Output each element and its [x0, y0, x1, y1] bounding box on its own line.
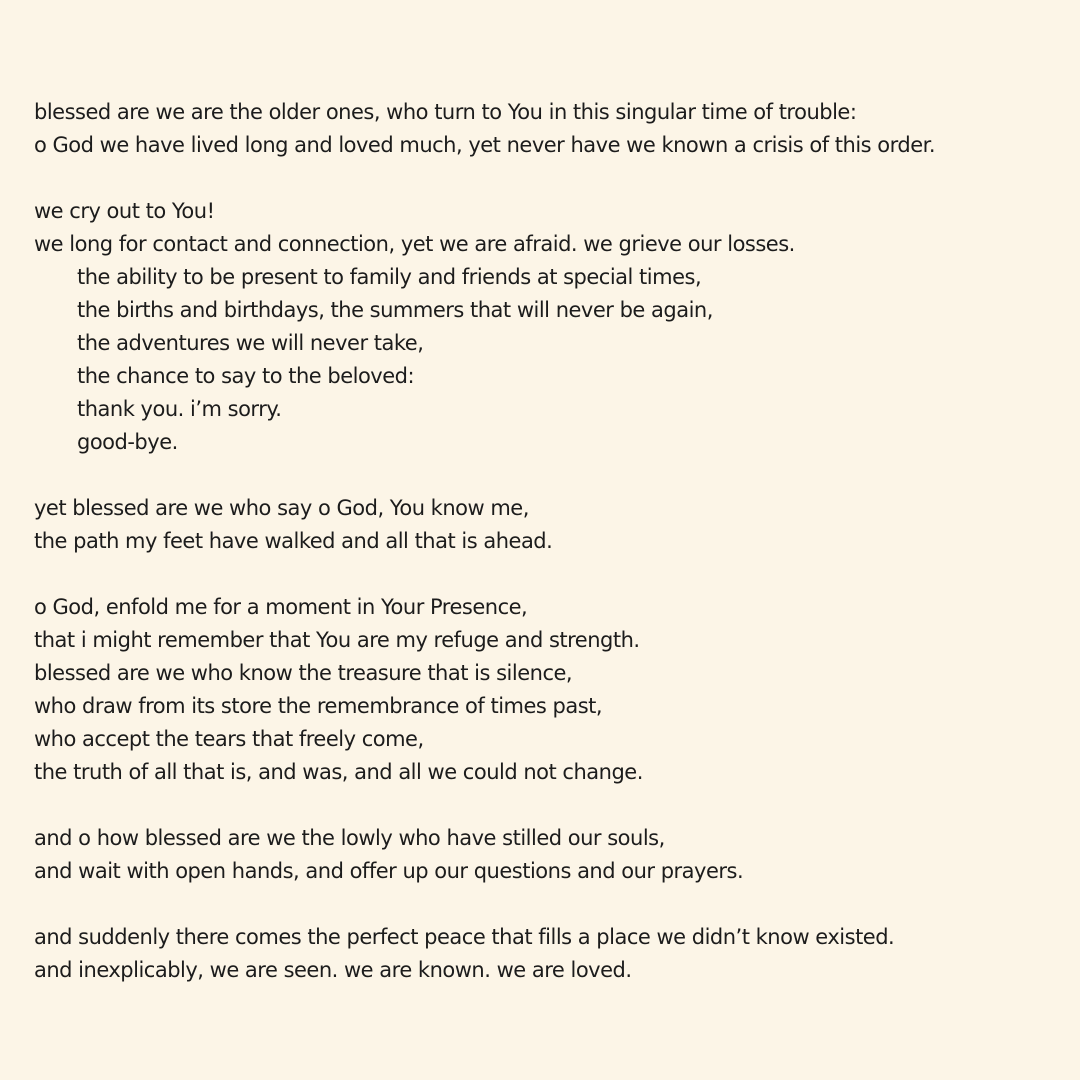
poem-line: blessed are we who know the treasure that is silence, — [34, 661, 573, 685]
poem-line: and inexplicably, we are seen. we are known. we are loved. — [34, 958, 632, 982]
poem-line: we long for contact and connection, yet we are afraid. we grieve our losses. — [34, 232, 795, 256]
poem-line: we cry out to You! — [34, 199, 215, 223]
poem-stanza — [34, 591, 1074, 789]
poem-line: good-bye. — [77, 430, 178, 454]
poem-stanza — [34, 822, 1074, 888]
poem-line: and o how blessed are we the lowly who have stilled our souls, — [34, 826, 665, 850]
poem-line: yet blessed are we who say o God, You know me, — [34, 496, 529, 520]
poem-line: and suddenly there comes the perfect peace that fills a place we didn’t know existed. — [34, 925, 895, 949]
poem-line: thank you. i’m sorry. — [77, 397, 282, 421]
poem-line: the truth of all that is, and was, and all we could not change. — [34, 760, 643, 784]
poem-line: the adventures we will never take, — [77, 331, 424, 355]
poem-line: the chance to say to the beloved: — [77, 364, 415, 388]
poem-line: blessed are we are the older ones, who turn to You in this singular time of trouble: — [34, 100, 857, 124]
poem-line: the ability to be present to family and friends at special times, — [77, 265, 702, 289]
poem-line: who accept the tears that freely come, — [34, 727, 424, 751]
poem-line: who draw from its store the remembrance of times past, — [34, 694, 603, 718]
poem-line: and wait with open hands, and offer up our questions and our prayers. — [34, 859, 744, 883]
poem-line: the path my feet have walked and all that is ahead. — [34, 529, 553, 553]
poem-line: that i might remember that You are my refuge and strength. — [34, 628, 640, 652]
poem — [34, 96, 1074, 1020]
poem-line: o God we have lived long and loved much, yet never have we known a crisis of this order. — [34, 133, 936, 157]
poem-stanza — [34, 492, 1074, 558]
poem-line: the births and birthdays, the summers that will never be again, — [77, 298, 713, 322]
poem-line: o God, enfold me for a moment in Your Presence, — [34, 595, 528, 619]
poem-stanza — [34, 96, 1074, 162]
poem-stanza — [34, 195, 1074, 459]
poem-stanza — [34, 921, 1074, 987]
